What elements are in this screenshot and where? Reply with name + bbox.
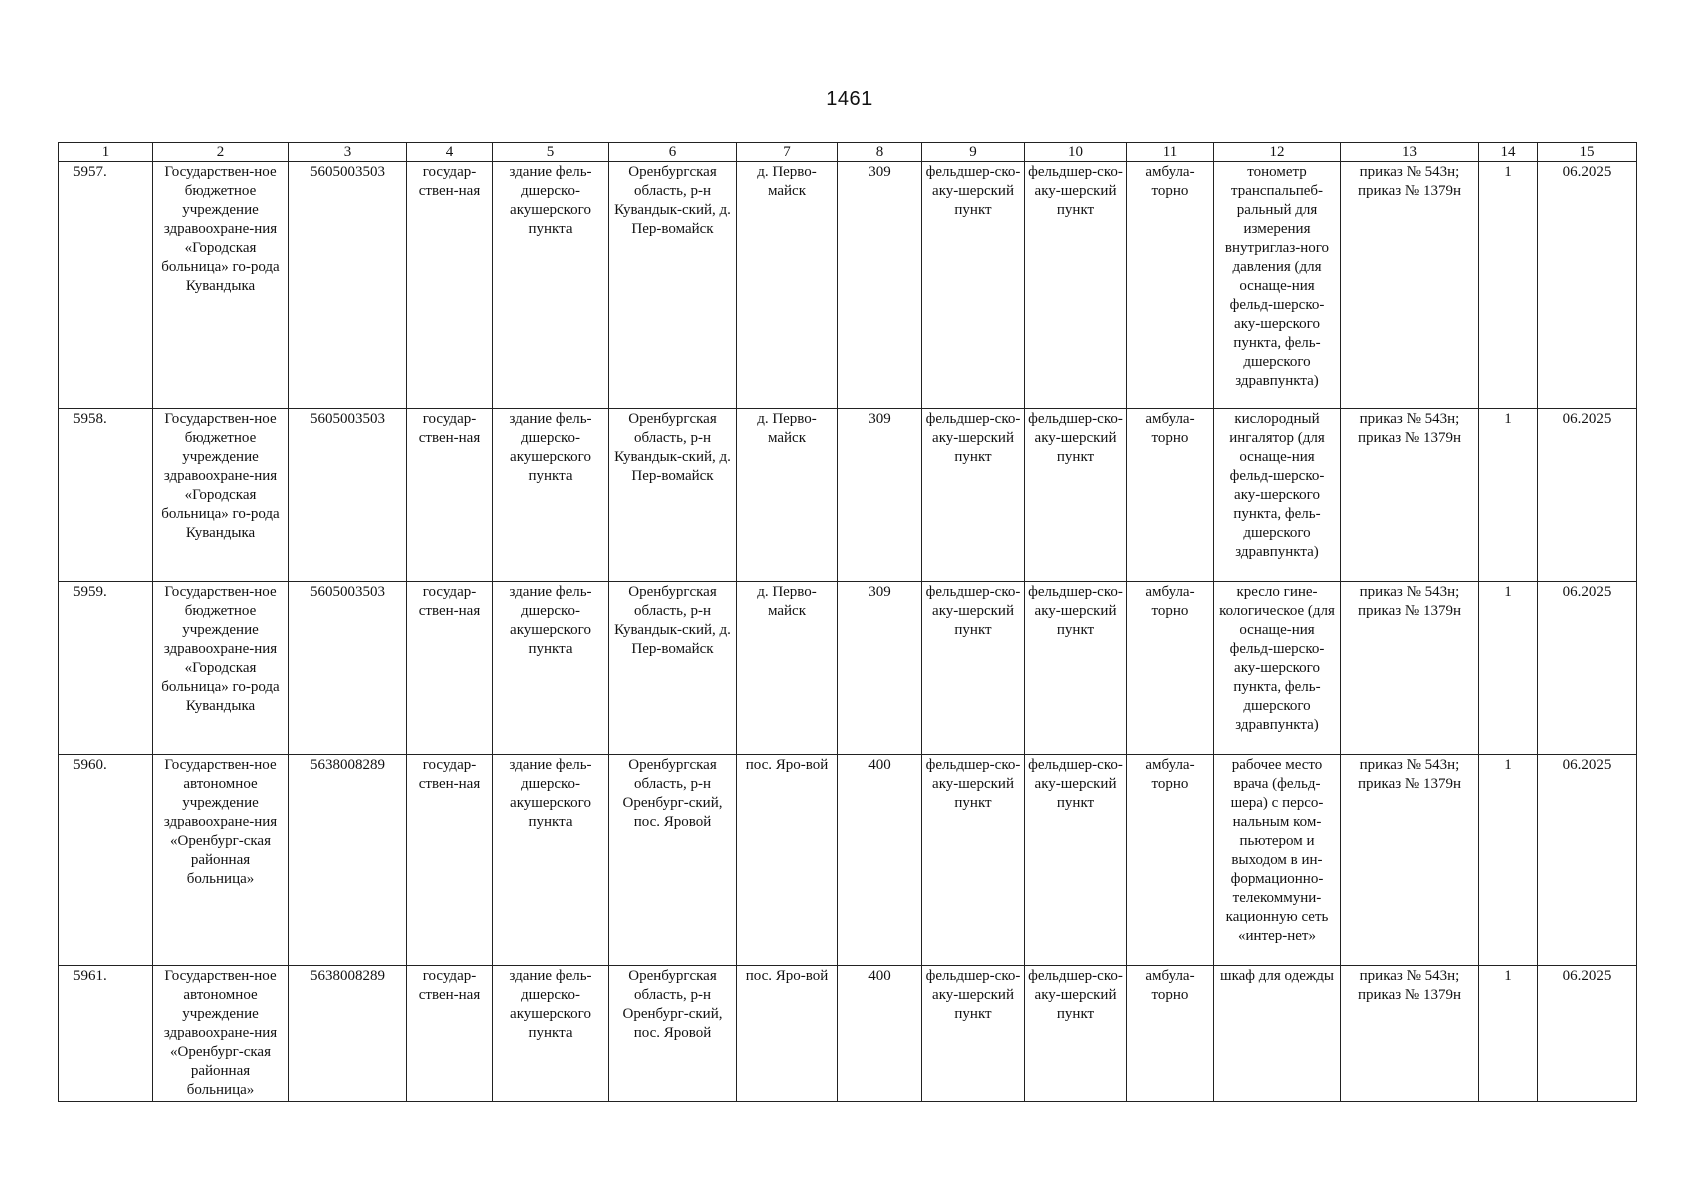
quantity-cell: 1 bbox=[1479, 162, 1538, 409]
column-header: 9 bbox=[922, 143, 1025, 162]
inn-cell: 5605003503 bbox=[289, 582, 407, 755]
column-header: 14 bbox=[1479, 143, 1538, 162]
column-header: 13 bbox=[1341, 143, 1479, 162]
date-cell: 06.2025 bbox=[1538, 966, 1637, 1102]
date-cell: 06.2025 bbox=[1538, 162, 1637, 409]
page-number: 1461 bbox=[826, 88, 873, 110]
quantity-cell: 1 bbox=[1479, 409, 1538, 582]
address-cell: Оренбургская область, р-н Оренбург-ский, пос. Яровой bbox=[609, 755, 737, 966]
address-cell: Оренбургская область, р-н Кувандык-ский, д. Пер-вомайск bbox=[609, 582, 737, 755]
unit-type-cell: фельдшер-ско-аку-шерский пункт bbox=[922, 966, 1025, 1102]
table-row bbox=[59, 409, 1637, 582]
unit-type-cell: фельдшер-ско-аку-шерский пункт bbox=[922, 409, 1025, 582]
order-cell: приказ № 543н; приказ № 1379н bbox=[1341, 966, 1479, 1102]
table-row bbox=[59, 582, 1637, 755]
unit-name-cell: фельдшер-ско-аку-шерский пункт bbox=[1025, 966, 1127, 1102]
population-cell: 309 bbox=[838, 409, 922, 582]
ownership-cell: государ-ствен-ная bbox=[407, 582, 493, 755]
table-row bbox=[59, 966, 1637, 1102]
table-row bbox=[59, 162, 1637, 409]
column-header: 7 bbox=[737, 143, 838, 162]
building-cell: здание фель-дшерско-акушерского пункта bbox=[493, 755, 609, 966]
column-header: 10 bbox=[1025, 143, 1127, 162]
institution-cell: Государствен-ное бюджетное учреждение здравоохране-ния «Городская больница» го-рода Кувандыка bbox=[153, 162, 289, 409]
unit-type-cell: фельдшер-ско-аку-шерский пункт bbox=[922, 755, 1025, 966]
inn-cell: 5638008289 bbox=[289, 966, 407, 1102]
inn-cell: 5605003503 bbox=[289, 409, 407, 582]
address-cell: Оренбургская область, р-н Кувандык-ский, д. Пер-вомайск bbox=[609, 409, 737, 582]
care-form-cell: амбула-торно bbox=[1127, 755, 1214, 966]
quantity-cell: 1 bbox=[1479, 966, 1538, 1102]
row-number: 5960. bbox=[59, 755, 153, 966]
unit-name-cell: фельдшер-ско-аку-шерский пункт bbox=[1025, 755, 1127, 966]
row-number: 5958. bbox=[59, 409, 153, 582]
row-number: 5961. bbox=[59, 966, 153, 1102]
ownership-cell: государ-ствен-ная bbox=[407, 162, 493, 409]
equipment-cell: кислородный ингалятор (для оснаще-ния фельд-шерско-аку-шерского пункта, фель-дшерского здравпункта) bbox=[1214, 409, 1341, 582]
ownership-cell: государ-ствен-ная bbox=[407, 409, 493, 582]
order-cell: приказ № 543н; приказ № 1379н bbox=[1341, 162, 1479, 409]
institution-cell: Государствен-ное автономное учреждение здравоохране-ния «Оренбург-ская районная больница» bbox=[153, 966, 289, 1102]
locality-cell: пос. Яро-вой bbox=[737, 966, 838, 1102]
order-cell: приказ № 543н; приказ № 1379н bbox=[1341, 582, 1479, 755]
unit-type-cell: фельдшер-ско-аку-шерский пункт bbox=[922, 582, 1025, 755]
population-cell: 400 bbox=[838, 966, 922, 1102]
column-number-row bbox=[59, 143, 1637, 162]
institution-cell: Государствен-ное бюджетное учреждение здравоохране-ния «Городская больница» го-рода Кувандыка bbox=[153, 409, 289, 582]
registry-table-wrapper bbox=[58, 142, 1636, 1102]
unit-name-cell: фельдшер-ско-аку-шерский пункт bbox=[1025, 162, 1127, 409]
building-cell: здание фель-дшерско-акушерского пункта bbox=[493, 162, 609, 409]
locality-cell: пос. Яро-вой bbox=[737, 755, 838, 966]
column-header: 11 bbox=[1127, 143, 1214, 162]
locality-cell: д. Перво-майск bbox=[737, 582, 838, 755]
address-cell: Оренбургская область, р-н Кувандык-ский, д. Пер-вомайск bbox=[609, 162, 737, 409]
column-header: 2 bbox=[153, 143, 289, 162]
unit-name-cell: фельдшер-ско-аку-шерский пункт bbox=[1025, 409, 1127, 582]
building-cell: здание фель-дшерско-акушерского пункта bbox=[493, 966, 609, 1102]
care-form-cell: амбула-торно bbox=[1127, 582, 1214, 755]
column-header: 8 bbox=[838, 143, 922, 162]
building-cell: здание фель-дшерско-акушерского пункта bbox=[493, 409, 609, 582]
care-form-cell: амбула-торно bbox=[1127, 966, 1214, 1102]
equipment-cell: тонометр транспальпеб-ральный для измерения внутриглаз-ного давления (для оснаще-ния фельд-шерско-аку-шерского пункта, фель-дшерского здравпункта) bbox=[1214, 162, 1341, 409]
quantity-cell: 1 bbox=[1479, 582, 1538, 755]
order-cell: приказ № 543н; приказ № 1379н bbox=[1341, 755, 1479, 966]
ownership-cell: государ-ствен-ная bbox=[407, 755, 493, 966]
date-cell: 06.2025 bbox=[1538, 409, 1637, 582]
care-form-cell: амбула-торно bbox=[1127, 162, 1214, 409]
population-cell: 309 bbox=[838, 162, 922, 409]
registry-table bbox=[58, 142, 1637, 1102]
table-row bbox=[59, 755, 1637, 966]
date-cell: 06.2025 bbox=[1538, 755, 1637, 966]
column-header: 3 bbox=[289, 143, 407, 162]
unit-type-cell: фельдшер-ско-аку-шерский пункт bbox=[922, 162, 1025, 409]
care-form-cell: амбула-торно bbox=[1127, 409, 1214, 582]
column-header: 5 bbox=[493, 143, 609, 162]
population-cell: 400 bbox=[838, 755, 922, 966]
row-number: 5957. bbox=[59, 162, 153, 409]
unit-name-cell: фельдшер-ско-аку-шерский пункт bbox=[1025, 582, 1127, 755]
locality-cell: д. Перво-майск bbox=[737, 162, 838, 409]
locality-cell: д. Перво-майск bbox=[737, 409, 838, 582]
inn-cell: 5638008289 bbox=[289, 755, 407, 966]
address-cell: Оренбургская область, р-н Оренбург-ский, пос. Яровой bbox=[609, 966, 737, 1102]
column-header: 15 bbox=[1538, 143, 1637, 162]
equipment-cell: шкаф для одежды bbox=[1214, 966, 1341, 1102]
row-number: 5959. bbox=[59, 582, 153, 755]
column-header: 12 bbox=[1214, 143, 1341, 162]
inn-cell: 5605003503 bbox=[289, 162, 407, 409]
ownership-cell: государ-ствен-ная bbox=[407, 966, 493, 1102]
column-header: 4 bbox=[407, 143, 493, 162]
equipment-cell: кресло гине-кологическое (для оснаще-ния фельд-шерско-аку-шерского пункта, фель-дшерского здравпункта) bbox=[1214, 582, 1341, 755]
column-header: 1 bbox=[59, 143, 153, 162]
equipment-cell: рабочее место врача (фельд-шера) с персо-нальным ком-пьютером и выходом в ин-формационно-телекоммуни-кационную сеть «интер-нет» bbox=[1214, 755, 1341, 966]
quantity-cell: 1 bbox=[1479, 755, 1538, 966]
institution-cell: Государствен-ное автономное учреждение здравоохране-ния «Оренбург-ская районная больница» bbox=[153, 755, 289, 966]
date-cell: 06.2025 bbox=[1538, 582, 1637, 755]
institution-cell: Государствен-ное бюджетное учреждение здравоохране-ния «Городская больница» го-рода Кувандыка bbox=[153, 582, 289, 755]
building-cell: здание фель-дшерско-акушерского пункта bbox=[493, 582, 609, 755]
order-cell: приказ № 543н; приказ № 1379н bbox=[1341, 409, 1479, 582]
population-cell: 309 bbox=[838, 582, 922, 755]
column-header: 6 bbox=[609, 143, 737, 162]
